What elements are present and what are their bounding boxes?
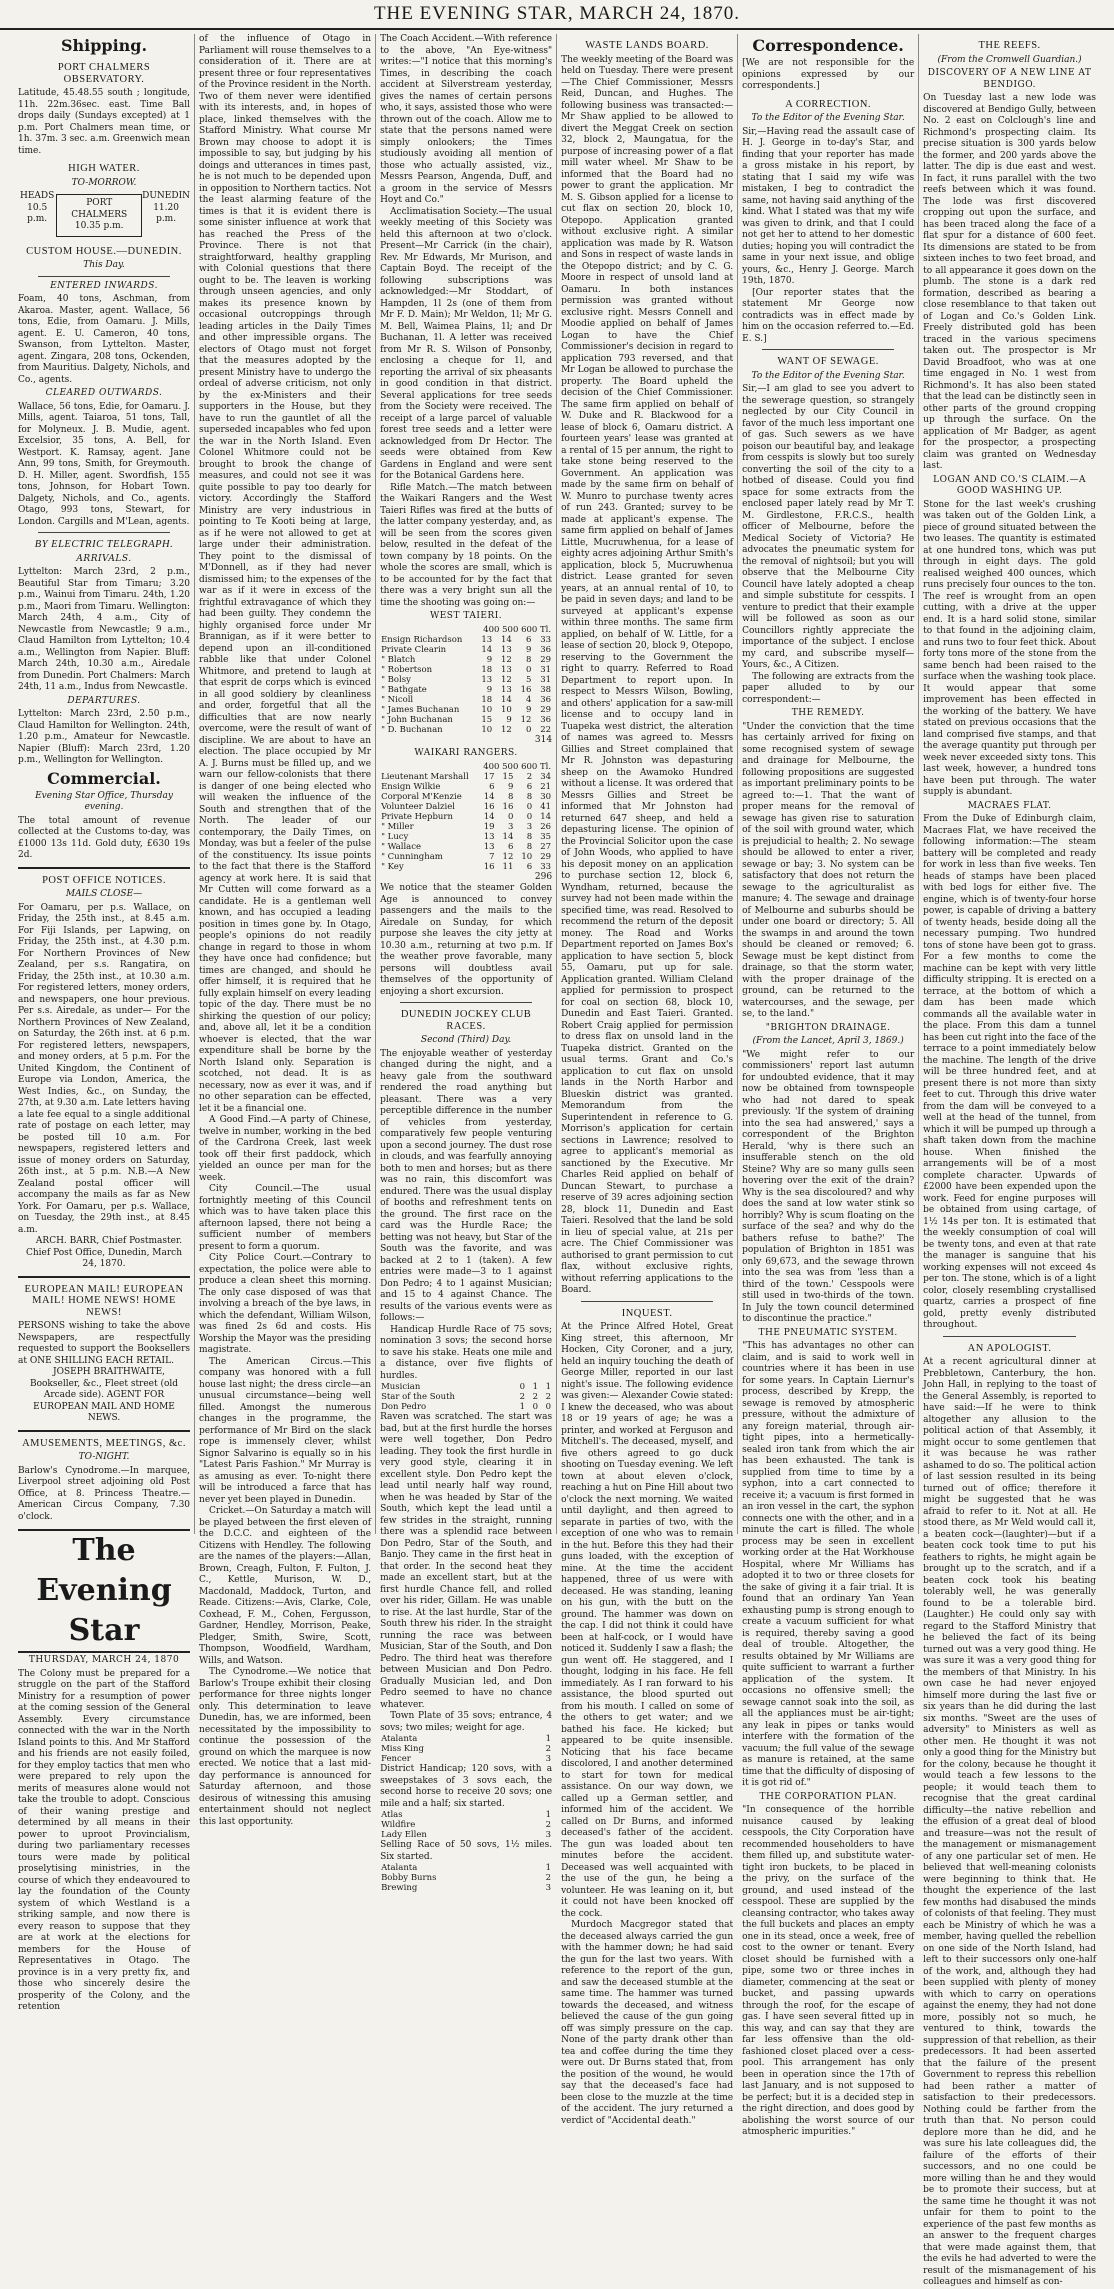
- row-value: 12: [520, 714, 532, 725]
- table-row: [380, 772, 552, 782]
- sewage-sub: To the Editor of the Evening Star.: [751, 370, 905, 381]
- selling-heading: Selling Race of 50 sovs, 1½ miles. Six started.: [380, 1840, 553, 1862]
- row-label: " Bathgate: [381, 684, 427, 695]
- row-label: Private Hepburn: [381, 811, 453, 822]
- row-value: 17: [483, 771, 495, 782]
- row-value: 14: [481, 644, 493, 655]
- west-taieri-heading: WEST TAIERI.: [429, 611, 503, 621]
- row-value: 6: [526, 634, 532, 645]
- row-value: 10: [521, 851, 533, 862]
- row-value: 0: [526, 724, 532, 735]
- corporation-heading: THE CORPORATION PLAN.: [759, 1791, 897, 1802]
- races-heading: DUNEDIN JOCKEY CLUB RACES.: [400, 1009, 532, 1032]
- masthead: THE EVENING STAR, MARCH 24, 1870.: [0, 0, 1114, 30]
- ranges-header: 400 500 600 Tl.: [483, 761, 552, 772]
- table-row: [380, 725, 552, 735]
- divider: [38, 532, 170, 533]
- row-value: 31: [540, 674, 552, 685]
- row-value: 9: [486, 684, 493, 695]
- circus-item: The American Circus.—This company was honored with a full house last night; the dress circle—an unusual circumstance—being well filled. Amongst the numerous changes in the programme, the performance of Mr Bird on the slack rope is immensely clever, whilst Signor Salvarino is equally so in his "Latest Paris Fashion." Mr Murray is as amusing as ever. To-night there will be introduced a farce that has never yet been played in Dunedin.: [199, 1356, 372, 1505]
- cynodrome-item: The Cynodrome.—We notice that Barlow's Troupe exhibit their closing performance for three nights longer only. This determination to leave Dunedin, has, we are informed, been necessitated by the impossibility to continue the possession of the ground on which the marquee is now erected. We notice that a last mid-day performance is announced for Saturday afternoon, and those desirous of witnessing this amusing entertainment should not neglect this last opportunity.: [199, 1667, 372, 1827]
- row-label: " Nicoll: [381, 694, 414, 705]
- logan-text: Stone for the last week's crushing was taken out of the Golden Link, a piece of ground situated between the two leases. The quantity is estimated at one hundred tons, which was put through in eight days. The gold realised weighed 400 ounces, which runs precisely four ounces to the ton. The reef is wrought from an open cutting, with a drive at the upper end. It is a hard solid stone, similar to that found in the adjoining claim, and runs two to four feet thick. About forty tons more of the stone from the same bench had been raised to the surface when the washing took place. It would appear that some improvement has been effected in the working of the battery. We have stated on previous occasions that the land comprised five stamps, and that the average quantity put through per week never exceeded sixty tons. This last week, however, a hundred tons have been put through. The water supply is abundant.: [923, 499, 1097, 797]
- sewage-heading: WANT OF SEWAGE.: [777, 356, 879, 367]
- row-value: 13: [481, 674, 493, 685]
- row-value: 9: [486, 654, 493, 665]
- row-label: Bobby Burns: [381, 1873, 437, 1883]
- table-row: [380, 1863, 552, 1873]
- row-value: 0: [519, 1382, 526, 1392]
- row-value: 13: [500, 684, 512, 695]
- cleared-text: Wallace, 56 tons, Edie, for Oamaru. J. Mills, agent. Taiaroa, 51 tons, Tall, for Molyneux. J. B. Mudie, agent. Excelsior, 35 tons, A. Bell, for Westport. K. Ramsay, agent. Jane Ann, 99 tons, Smith, for Greymouth. D. H. Miller, agent. Swordfish, 155 tons, Johnson, for Hobart Town. Dalgety, Nichols, and Co., agents. Otago, 993 tons, Stewart, for London. Cargills and M'Lean, agents.: [18, 401, 191, 527]
- divider: [943, 1336, 1076, 1337]
- correction-note: [Our reporter states that the statement Mr George now contradicts was in effect made by him on the occasion referred to.—Ed. E. S.]: [742, 287, 915, 344]
- races-sub: Second (Third) Day.: [420, 1035, 512, 1045]
- divider: [581, 1301, 713, 1302]
- table-row: [380, 1402, 552, 1412]
- cricket-item: Cricket.—On Saturday a match will be played between the first eleven of the D.C.C. and eighteen of the Citizens with Hendley. The following are the names of the players:—Allan, Brown, Creagh, Fulton, F. Fulton, J. C., Kettle, Murison, W. D., Macdonald, Maddock, Turton, and Reade. Citizens:—Avis, Clarke, Cole, Coxhead, F. M., Cohen, Fergusson, Gardner, Hendley, Morrison, Peake, Pledger, Smith, Swire, Scott, Thompson, Woodfield, Wardham, Wills, and Watson.: [199, 1506, 372, 1666]
- remedy-heading: THE REMEDY.: [791, 708, 865, 718]
- west-taieri-table: [380, 625, 552, 735]
- row-value: 18: [481, 694, 493, 705]
- row-label: Don Pedro: [381, 1402, 427, 1412]
- column-1: [14, 34, 195, 2012]
- waste-lands-heading: WASTE LANDS BOARD.: [585, 40, 709, 51]
- row-value: 0: [532, 1402, 539, 1412]
- post-text: For Oamaru, per p.s. Wallace, on Friday, the 25th inst., at 8.45 a.m. For Fiji Islands, per Lapwing, on Friday, the 25th inst., at 4.30 p.m. For Northern Provinces of New Zealand, per s.s. Rangatira, on Friday, the 25th inst., at 10.30 a.m. For registered letters, money orders, and newspapers, one hour previous. Per s.s. Airedale, as under— For the Northern Provinces of New Zealand, on Saturday, the 26th inst. at 6 p.m. For registered letters, newspapers, and money orders, at 5 p.m. For the United Kingdom, the Continent of Europe via London, America, the West Indies, &c., on Sunday, the 27th, at 9.30 a.m. Late letters having a late fee equal to a single additional rate of postage on each letter, may be posted till 10 a.m. For newspapers, registered letters and issue of money orders on Saturday, 26th inst., at 5 p.m. N.B.—A New Zealand postal officer will accompany the mails as far as New York. For Oamaru, per p.s. Wallace, on Tuesday, the 29th inst., at 8.45 a.m.: [18, 902, 191, 1235]
- row-value: 16: [483, 861, 495, 872]
- row-label: " Blatch: [381, 654, 416, 665]
- row-value: 8: [526, 841, 533, 852]
- high-water-sub: TO-MORROW.: [71, 177, 137, 188]
- reefs-heading: THE REEFS.: [978, 40, 1041, 51]
- district-heading: District Handicap; 120 sovs, with a sweepstakes of 3 sovs each, the second horse to receive 20 sovs; one mile and a half; six started.: [380, 1764, 553, 1809]
- divider: [18, 1276, 190, 1278]
- row-value: 12: [500, 674, 512, 685]
- divider: [38, 276, 170, 277]
- row-value: 6: [507, 841, 514, 852]
- row-value: 19: [483, 821, 495, 832]
- town-plate-heading: Town Plate of 35 sovs; entrance, 4 sovs; two miles; weight for age.: [380, 1711, 553, 1733]
- row-value: 9: [526, 704, 532, 715]
- row-label: " Wallace: [381, 841, 422, 852]
- row-value: 8: [526, 831, 533, 842]
- evening-star-title: The Evening Star: [18, 1529, 190, 1653]
- city-council-item: City Council.—The usual fortnightly meeting of this Council which was to have taken place this afternoon lapsed, there not being a sufficient number of members present to form a quorum.: [199, 1184, 372, 1252]
- brighton-heading: "BRIGHTON DRAINAGE.: [765, 1022, 891, 1033]
- correspondence-disclaimer: [We are not responsible for the opinions expressed by our correspondents.]: [742, 58, 915, 91]
- row-value: 6: [526, 781, 533, 792]
- entered-text: Foam, 40 tons, Aschman, from Akaroa. Master, agent. Wallace, 56 tons, Edie, from Oamaru. J. Mills, agent. E. U. Cameron, 40 tons, Swanson, from Lyttelton. Master, agent. Zingara, 208 tons, Ockenden, from Mauritius. Dalgety, Nichols, and Co., agents.: [18, 294, 191, 385]
- column-4: [557, 34, 738, 2126]
- row-value: 12: [500, 724, 512, 735]
- row-value: 0: [526, 811, 533, 822]
- inquest-heading: INQUEST.: [621, 1307, 673, 1319]
- steamer-item: We notice that the steamer Golden Age is announced to convey passengers and the mails to the Airedale on Sunday, for which purpose she leaves the city jetty at 10.30 a.m., returning at two p.m. If the weather prove favorable, many persons will doubtless avail themselves of the opportunity of enjoying a short excursion.: [380, 883, 553, 997]
- telegraph-heading: BY ELECTRIC TELEGRAPH.: [34, 539, 174, 550]
- row-label: Lieutenant Marshall: [381, 771, 469, 782]
- row-label: Atlas: [381, 1810, 403, 1820]
- west-taieri-total: 314: [534, 734, 553, 745]
- row-value: 11: [502, 861, 514, 872]
- correction-heading: A CORRECTION.: [785, 98, 872, 110]
- row-label: Miss King: [381, 1744, 424, 1754]
- row-value: 36: [540, 694, 552, 705]
- row-value: 10: [481, 704, 493, 715]
- row-value: 3: [526, 821, 533, 832]
- observatory-text: Latitude, 45.48.55 south ; longitude, 11h. 22m.36sec. east. Time Ball drops daily (Sundays excepted) at 1 p.m. Port Chalmers mean time, or 1h. 37m. 3 sec. a.m. Greenwich mean time.: [18, 88, 191, 156]
- table-row: [380, 852, 552, 862]
- row-value: 3: [545, 1830, 552, 1840]
- table-row: [380, 822, 552, 832]
- table-row: [380, 812, 552, 822]
- table-row: [380, 782, 552, 792]
- row-value: 12: [500, 654, 512, 665]
- row-value: 3: [545, 1883, 552, 1893]
- row-value: 9: [506, 714, 512, 725]
- cleared-heading: CLEARED OUTWARDS.: [45, 388, 163, 398]
- table-row: [380, 832, 552, 842]
- row-label: Wildfire: [381, 1820, 416, 1830]
- column-5: [738, 34, 919, 2137]
- row-value: 29: [540, 654, 552, 665]
- waikari-table: [380, 762, 552, 872]
- row-value: 22: [540, 724, 552, 735]
- row-value: 18: [481, 664, 493, 675]
- row-value: 3: [507, 821, 514, 832]
- waikari-heading: WAIKARI RANGERS.: [414, 748, 518, 758]
- table-row: [380, 862, 552, 872]
- row-value: 36: [540, 714, 552, 725]
- row-value: 2: [545, 1392, 552, 1402]
- macraes-text: From the Duke of Edinburgh claim, Macraes Flat, we have received the following information:—The steam battery will be completed and ready for work in less than five weeks. Ten heads of stamps have been placed with bed logs for either five. The engine, which is of twenty-four horse power, is capable of driving a battery of twenty heads, beside doing all the necessary pumping. Two hundred tons of stone have been got to grass. For a few months to come the machine can be kept with very little difficulty stripping. It is erected on a terrace, at the bottom of which a dam has been made which commands all the available water in the place. From this dam a tunnel has been cut right into the face of the terrace to a point immediately below the machine. The length of the drive will be three hundred feet, and at present there is not more than sixty feet to cut. Through this drive water from the dam will be conveyed to a well at the head of the tunnel, from which it will be pumped up through a shaft taken down from the machine house. When finished the arrangements will be of a most complete character. Upwards of £2000 have been expended upon the work. Feed for engine purposes will be obtained from using cartage, of 1½ 14s per ton. It is estimated that the weekly consumption of coal will be twenty tons, and even at that rate the manager is sanguine that his working expenses will not exceed 4s per ton. The stone, which is of a light color, closely resembling crystallised quartz, carries a prospect of fine gold, pretty evenly distributed throughout.: [923, 814, 1097, 1330]
- table-row: [380, 1810, 552, 1820]
- table-row: [380, 715, 552, 725]
- row-value: 12: [502, 851, 514, 862]
- tide-dunedin: DUNEDIN 11.20 p.m.: [142, 191, 191, 224]
- town-plate-results: [380, 1734, 552, 1764]
- row-value: 2: [545, 1873, 552, 1883]
- row-value: 27: [540, 841, 552, 852]
- row-value: 33: [540, 861, 552, 872]
- row-label: " James Buchanan: [381, 704, 460, 715]
- ranges-header: 400 500 600 Tl.: [483, 624, 552, 635]
- row-value: 16: [483, 801, 495, 812]
- row-value: 35: [540, 831, 552, 842]
- tide-heads: HEADS 10.5 p.m.: [20, 191, 55, 224]
- table-row: [380, 1754, 552, 1764]
- row-value: 34: [540, 771, 552, 782]
- row-label: Ensign Richardson: [381, 634, 463, 645]
- row-value: 9: [526, 644, 532, 655]
- leader-continued: of the influence of Otago in Parliament will rouse themselves to a consideration of it. There are at present three or four representatives of the Province resident in the North. Two of them never were identified with its interests, and, in hopes of place, linked themselves with the Stafford Ministry. What course Mr Brown may choose to adopt it is impossible to say, but judging by his doings and utterances in times past, he is not much to be depended upon in opposition to Northern tactics. Not the least alarming feature of the times is that it is evident there is some sinister influence at work that has reached the Press of the Province. There is not that straightforward, healthy grappling with Colonial questions that there ought to be. The leaven is working through unseen agencies, and only makes its presence known by occasional outcroppings through leading articles in the Daily Times and other impressible organs. The electors of Otago must not forget that the measures adopted by the present Ministry have to undergo the ordeal of adverse criticism, not only by the ex-Ministers and their supporters in the House, but they have to run the gauntlet of all the superseded incapables who fed upon the war in the North Island. Even Colonel Whitmore could not be brought to brook the change of measures, and could not see it was quite possible to pay too dearly for victory. Accordingly the Stafford Ministry are very industrious in pointing to Te Kooti being at large, as if he were not allowed to get at large under their administration. They point to the dismissal of M'Donnell, as if they had never dismissed him; to the expenses of the war as if it were in excess of the frightful extravagance of which they had been guilty. They condemn the highly organised force under Mr Brannigan, as if it were better to depend upon an ill-conditioned rabble like that under Colonel Whitmore, and pretend to laugh at that esprit de corps which is evinced in all good soldiery by cleanliness and order, forgetful that all the difficulties that are now nearly overcome, were the result of want of discipline. We are about to have an election. The place occupied by Mr A. J. Burns must be filled up, and we warn our fellow-colonists that there is danger of one being elected who will weaken the influence of the South and strengthen that of the North. The leader of our contemporary, the Daily Times, on Monday, was but a feeler of the pulse of the constituency. Its issue points to the fact that there is the Stafford agency at work here. It is said that Mr Cutten will come forward as a candidate. He is a gentleman well known, and has occupied a leading position in times gone by. In Otago, people's opinions do not readily change in regard to those in whom they have once had confidence; but times are changed, and should he offer himself, it is required that he fully explain himself on every leading topic of the day. There must be no shirking the question of our policy; and, above all, let it be a condition whoever is elected, that the war expenditure shall be borne by the North Island only. Separation is scotched, not dead. It is as necessary, now as ever it was, and if no other separation can be effected, let it be a financial one.: [199, 34, 372, 1114]
- row-value: 33: [540, 634, 552, 645]
- row-label: Star of the South: [381, 1392, 456, 1402]
- row-value: 3: [545, 1754, 552, 1764]
- row-value: 1: [519, 1402, 526, 1412]
- row-value: 10: [481, 724, 493, 735]
- row-value: 6: [489, 781, 495, 792]
- row-value: 8: [526, 791, 533, 802]
- acclimatisation-item: Acclimatisation Society.—The usual weekly meeting of this Society was held this afternoon at two o'clock. Present—Mr Carrick (in the chair), Rev. Mr Edwards, Mr Murison, and Captain Boyd. The receipt of the following subscriptions was acknowledged:—Mr Stoddart, of Hampden, 1l 2s (one of them from Mr F. D. Main); Mr Weldon, 1l; Mr G. M. Bell, Waimea Plains, 1l; and Dr Buchanan, 1l. A letter was received from Mr R. S. Wilson of Ponsonby, enclosing a cheque for 1l, and reporting the arrival of six pheasants in good condition in that district. Several applications for tree seeds from the Society were received. The receipt of a large parcel of valuable forest tree seeds and a letter were acknowledged from Dr Hector. The seeds were obtained from Kew Gardens in England and were sent for the Botanical Gardens here.: [380, 206, 553, 481]
- row-value: 0: [545, 1402, 552, 1412]
- row-value: 14: [540, 811, 552, 822]
- selling-results: [380, 1863, 552, 1893]
- waikari-total: 296: [534, 871, 553, 882]
- table-row: [380, 635, 552, 645]
- column-6: [919, 34, 1100, 2287]
- row-value: 0: [507, 811, 514, 822]
- correction-text: Sir,—Having read the assault case of H. J. George in to-day's Star, and finding that your reporter has made a gross mistake in his report, by stating that I said my wife was mistaken, I beg to contradict the same, not having said anything of the kind. What I stated was that my wife was given to drink, and that I could not get her to attend to her domestic duties; hoping you will contradict the same in your next issue, and oblige yours, &c., Henry J. George. March 19th, 1870.: [742, 126, 915, 286]
- row-label: " Bolsy: [381, 674, 411, 685]
- table-row: [380, 1873, 552, 1883]
- correspondence-heading: Correspondence.: [752, 36, 904, 55]
- leader-article: The Colony must be prepared for a struggle on the part of the Stafford Ministry for a resumption of power at the coming session of the General Assembly. Every circumstance connected with the war in the North Island points to this. And Mr Stafford and his friends are not easily foiled, for they employ tactics that men who were prepared to rely upon the merits of measures alone would not take the trouble to adopt. Conscious of their waning prestige and determined by all means in their power to uproot Provincialism, during two parliamentary recesses tours were made by political proselytising ministries, in the course of which they endeavoured to lay the foundation of the County system of which Westland is a striking sample, and now there is every reason to suppose that they are at work at the elections for members for the House of Representatives in Otago. The province is in a very pretty fix, and those who sincerely desire the prosperity of the Colony, and the retention: [18, 1668, 191, 2012]
- row-label: " John Buchanan: [381, 714, 453, 725]
- row-value: 5: [526, 674, 532, 685]
- table-row: [380, 802, 552, 812]
- row-value: 36: [540, 644, 552, 655]
- pneumatic-heading: THE PNEUMATIC SYSTEM.: [758, 1327, 898, 1338]
- column-2: [195, 34, 376, 1827]
- row-value: 26: [540, 821, 552, 832]
- departures-heading: DEPARTURES.: [67, 695, 141, 706]
- sewage-text: Sir,—I am glad to see you advert to the sewerage question, so strangely neglected by our City Council in favor of the much less important one of gas. Such sewers as we have poison our beautiful bay, and leakage from cesspits is slowly but too surely converting the soil of the city to a hotbed of disease. Could you find space for some extracts from the enclosed paper lately read by Mr T. M. Girdlestone, F.R.C.S., health officer of Melbourne, before the Medical Society of Victoria? He advocates the pneumatic system for the removal of nightsoil; but you will observe that the Melbourne City Council have lately adopted a cheap and simple substitute for cesspits. I venture to predict that their example will be followed as soon as our Councillors rightly appreciate the importance of the subject. I enclose my card, and subscribe myself—Yours, &c., A Citizen.: [742, 384, 915, 670]
- table-row: [380, 655, 552, 665]
- entered-heading: ENTERED INWARDS.: [50, 280, 158, 291]
- amusements-sub: TO-NIGHT.: [78, 1452, 130, 1462]
- post-signature: ARCH. BARR, Chief Postmaster. Chief Post Office, Dunedin, March 24, 1870.: [25, 1236, 183, 1269]
- euro-mail-text: PERSONS wishing to take the above Newspapers, are respectfully requested to support the Booksellers at ONE SHILLING EACH RETAIL.: [18, 1321, 191, 1366]
- row-value: 2: [526, 771, 533, 782]
- row-value: 41: [540, 801, 552, 812]
- row-value: 29: [540, 704, 552, 715]
- row-value: 2: [545, 1820, 552, 1830]
- row-value: 14: [483, 811, 495, 822]
- reefs-sub: (From the Cromwell Guardian.): [937, 54, 1082, 65]
- brighton-text: "We might refer to our commissioners' report last autumn for undoubted evidence, that it may now be obtained from townspeople who had not dared to speak previously. 'If the system of draining into the sea had answered,' says a correspondent of the Brighton Herald, 'why is there such an insufferable stench on the old Steine? Why are so many gulls seen hovering over the exit of the drain? Why is the sea discoloured? and why does the sand at low water stink so horribly? Why is scum floating on the surface of the sea? and why do the bathers refuse to bathe?' The population of Brighton in 1851 was only 69,673, and the sewage thrown into the sea was from 'less than a third of the town.' Cesspools were still used in two-thirds of the town. In July the town council determined to discontinue the practice.": [742, 1049, 915, 1324]
- row-label: " Lucy: [381, 831, 409, 842]
- commercial-heading: Commercial.: [47, 768, 161, 788]
- divider: [18, 1430, 190, 1432]
- row-value: 6: [526, 861, 533, 872]
- rifle-match-item: Rifle Match.—The match between the Waikari Rangers and the West Taieri Rifles was fired at the butts of the latter company yesterday, and, as will be seen from the scores given below, resulted in the defeat of the town company by 18 points. On the whole the scores are small, which is to be accounted for by the fact that there was a very bright sun all the time the shooting was going on:—: [380, 482, 553, 608]
- row-label: Musician: [381, 1382, 421, 1392]
- row-value: 1: [545, 1382, 552, 1392]
- row-value: 21: [540, 781, 552, 792]
- logan-heading: LOGAN AND CO.'S CLAIM.—A GOOD WASHING UP.: [933, 474, 1086, 496]
- departures-text: Lyttelton: March 23rd, 2.50 p.m., Claud Hamilton for Wellington. 24th, 1.20 p.m., Amateur for Newcastle. Napier (Bluff): March 23rd, 1.20 p.m., Wellington for Wellington.: [18, 709, 191, 765]
- brighton-sub: (From the Lancet, April 3, 1869.): [752, 1036, 904, 1046]
- races-text: The enjoyable weather of yesterday changed during the night, and a heavy gale from the southward rendered the road anything but pleasant. There was a very perceptible difference in the number of vehicles from yesterday, comparatively few people venturing upon a second journey. The dust rose in clouds, and was fearfully annoying both to men and horses; but as there was no rain, this discomfort was endured. There was the usual display of booths and refreshment tents on the ground. The first race on the card was the Hurdle Race; the betting was not heavy, but Star of the South was the favorite, and was backed at 2 to 1 (taken). A few entries were made—3 to 1 against Don Pedro; 4 to 1 against Musician; and 15 to 4 against Chance. The results of the various events were as follows:—: [380, 1048, 553, 1323]
- column-3: [376, 34, 557, 1893]
- row-value: 13: [481, 634, 493, 645]
- lode-text: On Tuesday last a new lode was discovered at Bendigo Gully, between No. 2 east on Colclough's line and Richmond's prospecting claim. Its precise situation is 300 yards below the former, and 200 yards above the latter. The dip is due east and west. In fact, it runs parallel with the two reefs between which it was found. The lode was first discovered cropping out upon the surface, and has been traced along the face of a flat spur for a distance of 600 feet. Its dimensions are stated to be from sixteen inches to two feet broad, and to all appearance it goes down on the plumb. The stone is a dark red formation, described as bearing a close resemblance to that taken out of Logan and Co.'s Golden Link. Freely distributed gold has been traced in the various specimens taken out. The prospector is Mr David Broadfoot, who was at one time engaged in No. 1 west from Richmond's. It has also been stated that the lead can be distinctly seen in other parts of the ground cropping up through the surface. On the application of Mr Badger, as agent for the prospector, a prospecting claim was granted on Wednesday last.: [923, 93, 1097, 471]
- row-value: 0: [526, 664, 532, 675]
- row-value: 7: [489, 851, 495, 862]
- row-label: Corporal M'Kenzie: [381, 791, 462, 802]
- customs-sub: This Day.: [83, 260, 125, 270]
- post-sub: MAILS CLOSE—: [65, 889, 143, 899]
- row-label: Fencer: [381, 1754, 411, 1764]
- table-row: [380, 685, 552, 695]
- row-value: 13: [500, 644, 512, 655]
- table-row: [380, 842, 552, 852]
- post-heading: POST OFFICE NOTICES.: [42, 874, 166, 886]
- table-row: [380, 1744, 552, 1754]
- tide-table: [18, 191, 190, 240]
- row-label: Ensign Wilkie: [381, 781, 441, 792]
- hurdle-heading: Handicap Hurdle Race of 75 sovs; nomination 3 sovs; the second horse to save his stake. Heats one mile and a distance, over five flights of hurdles.: [380, 1324, 553, 1381]
- columns: [14, 34, 1100, 2287]
- euro-mail-heading: EUROPEAN MAIL! EUROPEAN MAIL! HOME NEWS! HOME NEWS!: [24, 1283, 184, 1318]
- table-row: [380, 792, 552, 802]
- row-value: 14: [502, 831, 514, 842]
- corporation-text: "In consequence of the horrible nuisance caused by leaking cesspools, the City Corporation have recommended householders to have them filled up, and substitute water-tight iron buckets, to be placed in the privy, on the surface of the ground, and used instead of the cesspool. These are supplied by the cleansing contractor, who takes away the full buckets and places an empty one in its stead, once a week, free of cost to the owner or tenant. Every closet should be furnished with a pipe, some two or three inches in diameter, commencing at the seat or bucket, and passing upwards through the roof, for the escape of gas. I have seen several fitted up in this way, and can say that they are far less offensive than the old-fashioned closet placed over a cess-pool. This arrangement has only been in operation since the 17th of last January, and is not supposed to be perfect; but it is a decided step in the right direction, and does good by abolishing the worst source of our atmospheric impurities.": [742, 1805, 915, 2137]
- table-row: [380, 1392, 552, 1402]
- row-value: 29: [540, 851, 552, 862]
- divider: [18, 867, 190, 869]
- high-water-heading: HIGH WATER.: [68, 163, 140, 174]
- row-label: Brewing: [381, 1883, 418, 1893]
- table-row: [380, 675, 552, 685]
- table-row: [380, 1382, 552, 1392]
- correction-sub: To the Editor of the Evening Star.: [751, 113, 905, 123]
- row-label: " Key: [381, 861, 404, 872]
- pneumatic-text: "This has advantages no other can claim, and is said to work well in countries where it has been in use for some years. In Captain Liernur's process, described by Krepp, the sewage is removed by atmospheric pressure, without the admixture of any foreign material, through air-tight pipes, into a hermetically-sealed iron tank from which the air has been exhausted. The tank is supplied from time to time by a syphon, into a cart connected to receive it; a vacuum is first formed in an iron vessel in the cart, the syphon connects one with the other, and in a minute the cart is filled. The whole process may be seen in excellent working order at the Hat Workhouse Hospital, where Mr Williams has adopted it to two or three closets for the sake of giving it a fair trial. It is found that an ordinary Yan Yean exhausting pump is strong enough to create a vacuum sufficient for what is required, thereby saving a good deal of trouble. Altogether, the results obtained by Mr Williams are quite sufficient to warrant a further application of the system. It occasions no offensive smell; the sewage cannot soak into the soil, as all the appliances must be air-tight; any leak in pipes or tanks would interfere with the formation of the vacuum; the full value of the sewage as manure is retained, at the same time that the difficulty of disposing of it is got rid of.": [742, 1341, 915, 1788]
- row-value: 13: [483, 831, 495, 842]
- row-value: 8: [507, 791, 514, 802]
- row-value: 14: [500, 634, 512, 645]
- apologist-heading: AN APOLOGIST.: [967, 1342, 1052, 1354]
- divider: [400, 1002, 532, 1003]
- row-value: 4: [526, 694, 532, 705]
- police-court-item: City Police Court.—Contrary to expectation, the police were able to produce a clean sheet this morning. The only case disposed of was that involving a breach of the bye laws, in which the defendant, William Wilson, was fined 2s 6d and costs. His Worship the Mayor was the presiding magistrate.: [199, 1253, 372, 1355]
- row-value: 2: [532, 1392, 539, 1402]
- row-value: 9: [507, 781, 514, 792]
- row-label: " Cunningham: [381, 851, 443, 862]
- row-label: Lady Ellen: [381, 1830, 427, 1840]
- lode-heading: DISCOVERY OF A NEW LINE AT BENDIGO.: [927, 68, 1092, 90]
- hurdle-text: Raven was scratched. The start was bad, but at the first hurdle the horses were well together, Don Pedro leading. They took the first hurdle in very good style, clearing it in excellent style. Don Pedro kept the lead until nearly half way round, when he was headed by Star of the South, which kept the lead until a few strides in the straight, running there was a splendid race between Don Pedro, Star of the South, and Banjo. They came in the first heat in that order. In the second heat they made an excellent start, but at the first hurdle Chance fell, and rolled over his rider, Gillam. He was unable to rise. At the last hurdle, Star of the South threw his rider. In the straight running the race was between Musician, Star of the South, and Don Pedro. The third heat was therefore between Musician and Don Pedro. Gradually Musician led, and Don Pedro seemed to have no chance whatever.: [380, 1412, 553, 1710]
- row-value: 31: [540, 664, 552, 675]
- row-value: 16: [520, 684, 532, 695]
- row-value: 38: [540, 684, 552, 695]
- row-value: 13: [483, 841, 495, 852]
- amusements-heading: AMUSEMENTS, MEETINGS, &c.: [22, 1437, 186, 1449]
- amusements-text: Barlow's Cynodrome.—In marquee, Liverpool street adjoining old Post Office, at 8. Princess Theatre.—American Circus Company, 7.30 o'clock.: [18, 1465, 191, 1522]
- row-label: " Miller: [381, 821, 414, 832]
- row-value: 1: [545, 1734, 552, 1744]
- euro-mail-signature: JOSEPH BRAITHWAITE, Bookseller, &c., Fleet street (old Arcade side). AGENT FOR EUROPEAN MAIL AND HOME NEWS.: [29, 1367, 179, 1423]
- row-value: 14: [483, 791, 495, 802]
- macraes-heading: MACRAES FLAT.: [967, 800, 1052, 811]
- customs-heading: CUSTOM HOUSE.—DUNEDIN.: [26, 245, 182, 257]
- table-row: [380, 1830, 552, 1840]
- apologist-text: At a recent agricultural dinner at Prebbletown, Canterbury, the hon. John Hall, in replying to the toast of the General Assembly, is reported to have said:—If he were to think altogether any allusion to the political action of that Assembly, it might occur to some gentlemen that it was because he was rather ashamed to do so. The political action of last session resulted in its being turned out of office; therefore it might be suggested that he was afraid to refer to it. Not at all. He stood there, as Mr Weld would call it, a beaten cock—(laughter)—but if a beaten cock took time to put his feathers to rights, he might again be brought up to the scratch, and if a beaten cock took his beating tolerably well, he was generally found to be a tolerable bird. (Laughter.) He could only say with regard to the Stafford Ministry that he believed the fact of its being turned out was a very good thing. He was sure it was a very good thing for the members of that Ministry. In his own case he had never enjoyed himself more during the last five or six years than he did during the last six months. "Sweet are the uses of adversity" to Ministers as well as other men. He thought it was not only a good thing for the Ministry but for the colony, because he thought it would teach a few lessons to the people; it would teach them to recognise that the great cardinal difficulty—the native rebellion and the effusion of a great deal of blood and treasure—was not the result of the management or mismanagement of any one particular set of men. He believed that well-meaning colonists were beginning to think that. He thought the experience of the last few months had disabused the minds of colonists of that feeling. They must each be Ministry of which he was a member, having quelled the rebellion on one side of the North Island, had left to their successors only one-half of the work, and, although they had been supplied with plenty of money with which to carry on operations against the enemy, they had not done more, possibly not so much, he ventured to think, towards the suppression of that rebellion, as their predecessors. It had been asserted that the failure of the present Government to repress this rebellion had been rather a matter of satisfaction to their predecessors. Nothing could be farther from the truth than that. No person could deplore more than he did, and he was sure his late colleagues did, the failure of the efforts of their successors, and no one could be more willing than he and they would be to promote their success, but at the same time he thought it was not unfair for them to point to the experience of the past few months as an answer to the frequent charges that were made against them, that the evils he had adverted to were the result of the mismanagement of his colleagues and himself as con-: [923, 1357, 1097, 2287]
- row-value: 14: [500, 694, 512, 705]
- row-value: 0: [526, 801, 533, 812]
- divider: [762, 349, 894, 350]
- table-row: [380, 645, 552, 655]
- tide-port-chalmers: PORT CHALMERS 10.35 p.m.: [56, 194, 142, 237]
- row-value: 2: [545, 1744, 552, 1754]
- arrivals-text: Lyttelton: March 23rd, 2 p.m., Beautiful Star from Timaru; 3.20 p.m., Wainui from Timaru. 24th, 1.20 p.m., Maori from Timaru. Wellington: March 24th, 4 a.m., City of Newcastle from Newcastle; 9 a.m., Claud Hamilton from Lyttelton; 10.4 a.m., Wellington from Napier. Bluff: March 24th, 10.30 a.m., Airedale from Dunedin. Port Chalmers: March 24th, 11 a.m., Indus from Newcastle.: [18, 567, 191, 692]
- inquest-text-2: Murdoch Macgregor stated that the deceased always carried the gun with the hammer down; he had said the gun for the last two years. With reference to the report of the gun, and saw the deceased stumble at the same time. The hammer was turned towards the deceased, and witness believed the cause of the gun going off was simply pressure on the cap. None of the party drank other than tea and coffee during the time they were out. Dr Burns stated that, from the position of the wound, he would say that the deceased's face had been close to the muzzle at the time of the accident. The jury returned a verdict of "Accidental death.": [561, 1920, 734, 2126]
- row-label: Atalanta: [381, 1734, 418, 1744]
- observatory-heading: PORT CHALMERS OBSERVATORY.: [57, 62, 151, 85]
- good-find-item: A Good Find.—A party of Chinese, twelve in number, working in the bed of the Cardrona Creek, last week took off their first paddock, which yielded an ounce per man for the week.: [199, 1115, 372, 1183]
- table-row: [380, 1734, 552, 1744]
- row-value: 16: [502, 801, 514, 812]
- table-row: [380, 705, 552, 715]
- commercial-text: The total amount of revenue collected at the Customs to-day, was £1000 13s 11d. Gold duty, £630 19s 2d.: [18, 815, 191, 860]
- arrivals-heading: ARRIVALS.: [76, 553, 132, 564]
- row-label: Private Clearin: [381, 644, 447, 655]
- inquest-text: At the Prince Alfred Hotel, Great King street, this afternoon, Mr Hocken, City Coroner, and a jury, held an inquiry touching the death of George Miller, reported in our last night's issue. The following evidence was given:— Alexander Cowie stated: I knew the deceased, who was about 18 or 19 years of age; he was a printer, and worked at Ferguson and Mitchell's. The deceased, myself, and five others agreed to go duck shooting on Tuesday evening. We left town at about eleven o'clock, reaching a hut on Pine Hill about two o'clock the next morning. We waited until daylight, and then agreed to separate in parties of two, with the exception of one who was to remain in the hut. Before this they had their guns loaded, with the exception of mine. At the time the accident happened, three of us were with deceased. He was standing, leaning on his gun, with the butt on the ground. The hammer was down on the cap. I did not think it could have been at half-cock, or I would have noticed it. Suddenly I saw a flash; the gun went off. He staggered, and I thought, lodging in his face. He fell immediately. As I ran forward to his assistance, the blood spurted out from his mouth. I called on some of the others to get water; and we bathed his face. He kicked; but appeared to be quite insensible. Noticing that his face became discolored, I and another determined to start for town for medical assistance. On our way down, we called up a German settler, and informed him of the accident. We called on Dr Burns, and informed deceased's father of the accident. The gun was loaded about ten minutes before the accident. Deceased was well acquainted with the use of the gun, he being a volunteer. He was leaning on it, but it could not have been knocked off the cock.: [561, 1322, 734, 1919]
- row-value: 1: [545, 1810, 552, 1820]
- row-value: 13: [500, 664, 512, 675]
- table-row: [380, 1820, 552, 1830]
- district-results: [380, 1810, 552, 1840]
- row-value: 15: [502, 771, 514, 782]
- table-row: [380, 665, 552, 675]
- row-value: 1: [545, 1863, 552, 1873]
- row-label: " Robertson: [381, 664, 433, 675]
- table-row: [380, 1883, 552, 1893]
- row-label: " D. Buchanan: [381, 724, 443, 735]
- row-label: Atalanta: [381, 1863, 418, 1873]
- remedy-text: "Under the conviction that the time has certainly arrived for fixing on some recognised system of sewage and drainage for Melbourne, the following propositions are suggested as important preliminary points to be agreed to:—1. That the want of proper means for the removal of sewage has given rise to saturation of the soil with ground water, which is prejudicial to health; 2. No sewage should be allowed to enter a river, sewage or bay; 3. No system can be satisfactory that does not return the sewage to the agriculturalist as manure; 4. The sewage and drainage of Melbourne and suburbs should be under one board or directory; 5. All the swamps in and around the town should be cleaned or removed; 6. Sewage must be kept distinct from drainage, so that the storm water, with the proper drainage of the ground, can be returned to the watercourses, and the sewage, per se, to the land.": [742, 721, 915, 1019]
- coach-accident-item: The Coach Accident.—With reference to the above, "An Eye-witness" writes:—"I notice that this morning's Times, in describing the coach accident at Silverstream yesterday, gives the names of certain persons who, it says, assisted those who were thrown out of the coach. Allow me to state that the persons named were simply onlookers; the Times studiously avoiding all mention of those who actually assisted, viz., Messrs Pearson, Angenda, Duff, and a groom in the service of Messrs Hoyt and Co.": [380, 34, 553, 205]
- date-line: THURSDAY, MARCH 24, 1870: [28, 1655, 180, 1665]
- row-value: 30: [540, 791, 552, 802]
- row-value: 10: [500, 704, 512, 715]
- row-value: 2: [519, 1392, 526, 1402]
- shipping-heading: Shipping.: [60, 36, 148, 55]
- row-label: Volunteer Dalziel: [381, 801, 455, 812]
- waste-lands-text: The weekly meeting of the Board was held on Tuesday. There were present—The Chief Commissioner, Messrs Reid, Duncan, and Hughes. The following business was transacted:— Mr Shaw applied to be allowed to divert the Meggat Creek on section 32, block 2, Maungatua, for the purpose of increasing power of a flat mill water wheel. Mr Shaw to be informed that the Board had no power to grant the application. Mr M. S. Gibson applied for a license to cut flax on section 20, block 10, Otepopo. Application granted without exclusive right. A similar application was made by R. Watson and Sons in respect of waste lands in the Otepopo district; and by C. G. Moore in respect of unsold land at Oamaru. In both instances permission was granted without exclusive right. Messrs Connell and Moodie applied on behalf of James Logan to have the Chief Commissioner's decision in regard to application 793 reversed, and that Mr Logan be allowed to purchase the property. The Board upheld the decision of the Chief Commissioner. The same firm applied on behalf of W. Duke and R. Blackwood for a lease of block 6, Oamaru district. A fourteen years' lease was granted at a rental of 15 per annum, the right to take stone being reserved to the Government. An application was made by the same firm on behalf of W. Munro to purchase twenty acres of run 243. Granted; survey to be made at applicant's expense. The same firm applied on behalf of James Little, Mucruwhenua, for a lease of eighty acres adjoining Arthur Smith's application, block 5, Mucruwhenua district. Lease granted for seven years, at an annual rental of 10, to be paid in seven days; and land to be surveyed at applicant's expense within three months. The same firm applied, on behalf of W. Little, for a lease of section 20, block 9, Otepopo, reserving to the Government the right to quarry. Referred to Road Department to report upon. In respect to Messrs Wilson, Bowling, and others' application for a saw-mill license and to occupy land in Tuapeka west district, the alteration of names was agreed to. Messrs Gillies and Street complained that Mr R. Johnston was depasturing sheep on the Awamoko Hundred without a license. It was ordered that Messrs Gillies and Street be informed that Mr Johnston had returned 647 sheep, and held a depasturing license. The opinion of the Provincial Solicitor upon the case of John Woods, who applied to have his deposit money on an application to purchase section 12, block 6, Wyndham, returned, because the survey had not been made within the specified time, was read. Resolved to recommend the return of the deposit money. The Road and Works Department reported on James Box's application to have section 5, block 55, Oamaru, put up for sale. Application granted. William Cleland applied for permission to prospect for coal on section 68, block 10, Dunedin and East Taieri. Granted. Robert Craig applied for permission to dress flax on unsold land in the Tuapeka district. Granted on the usual terms. Grant and Co.'s application to cut flax on unsold lands in the North Harbor and Blueskin district was granted. Memorandum from the Superintendent in reference to G. Morrison's application for certain sections in Lawrence; resolved to agree to applicant's memorial as sanctioned by the Executive. Mr Charles Reid applied on behalf of Duncan Stewart, to purchase a reserve of 39 acres adjoining section 28, block 11, Dunedin and East Taieri. Resolved that the land be sold in lieu of special value, at 21s per acre. The Chief Commissioner was authorised to grant permission to cut flax, without exclusive rights, without referring applications to the Board.: [561, 54, 734, 1295]
- row-value: 1: [532, 1382, 539, 1392]
- table-row: [380, 695, 552, 705]
- extracts-intro: The following are extracts from the paper alluded to by our correspondent:—: [742, 671, 915, 705]
- row-value: 8: [526, 654, 532, 665]
- commercial-sub: Evening Star Office, Thursday evening.: [35, 790, 173, 812]
- row-value: 15: [481, 714, 493, 725]
- hurdle-results: [380, 1382, 552, 1412]
